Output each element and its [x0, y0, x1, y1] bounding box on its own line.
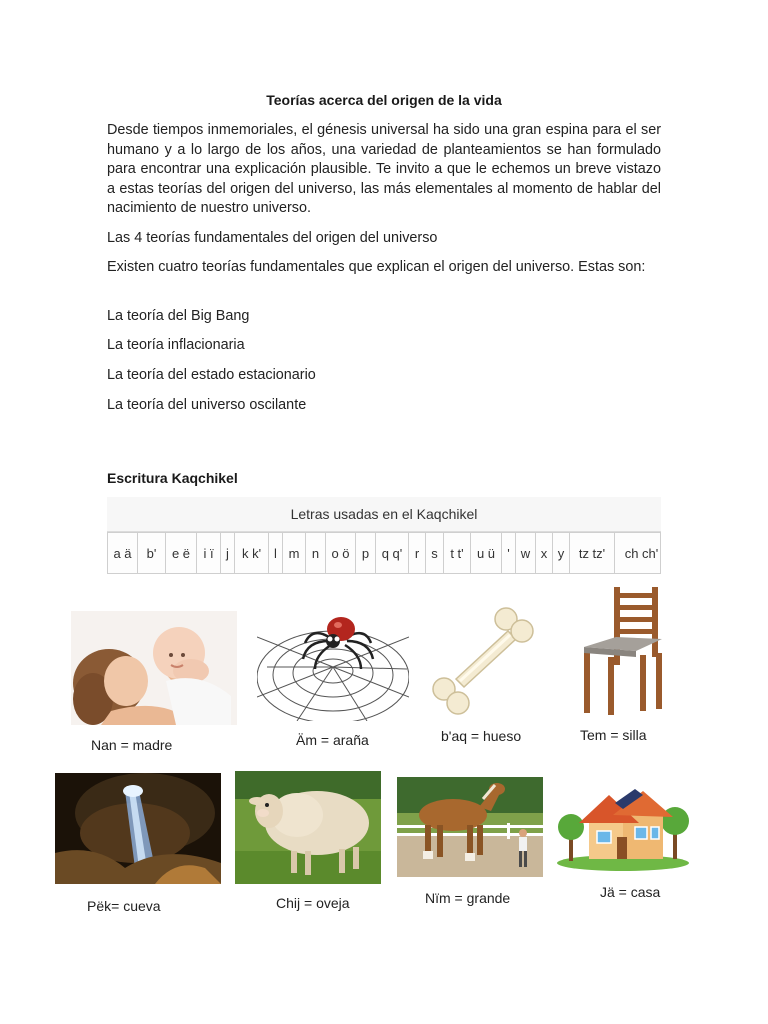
horse-and-man-image: [397, 777, 543, 877]
house-image: [553, 783, 694, 873]
cave-with-light-image: [55, 773, 221, 884]
letters-table-caption-text: Letras usadas en el Kaqchikel: [290, 506, 478, 522]
theory-item-inflationary: La teoría inflacionaria: [107, 337, 245, 353]
letter-cell: a ä: [108, 533, 138, 573]
vocab-caption-cueva: Pëk= cueva: [87, 898, 161, 914]
letter-cell: i ï: [197, 533, 221, 573]
letter-cell: b': [138, 533, 166, 573]
letter-cell: w: [516, 533, 536, 573]
page-title: Teorías acerca del origen de la vida: [266, 92, 502, 108]
letter-cell: t t': [444, 533, 471, 573]
letter-cell: tz tz': [570, 533, 615, 573]
letter-cell: l: [269, 533, 283, 573]
letter-cell: s: [426, 533, 444, 573]
letters-row: [107, 532, 661, 574]
letter-cell: o ö: [326, 533, 356, 573]
theory-item-steady-state: La teoría del estado estacionario: [107, 367, 316, 383]
theory-item-oscillating: La teoría del universo oscilante: [107, 397, 307, 413]
vocab-caption-oveja: Chij = oveja: [276, 895, 350, 911]
letter-cell: x: [536, 533, 553, 573]
letter-cell: r: [409, 533, 426, 573]
theories-subtitle: Las 4 teorías fundamentales del origen del universo: [107, 230, 438, 246]
letter-cell: u ü: [471, 533, 502, 573]
letter-cell: j: [221, 533, 235, 573]
letter-cell: ch ch': [624, 545, 659, 561]
letters-table: [107, 497, 661, 574]
mother-and-baby-image: [71, 611, 237, 725]
letter-cell: n: [306, 533, 326, 573]
sheep-image: [235, 771, 381, 884]
letter-cell: m: [283, 533, 306, 573]
letter-cell: p: [356, 533, 376, 573]
theories-lead: Existen cuatro teorías fundamentales que explican el origen del universo. Estas son:: [107, 259, 646, 275]
intro-paragraph: Desde tiempos inmemoriales, el génesis universal ha sido una gran espina para el ser humano y a lo largo de los años, una variedad de planteamientos se han formulado para encontrar una explicación plausible. Te invito a que le echemos un breve vistazo a estas teorías del origen del universo, las más elementales al momento de hablar del nacimiento de nuestro universo.: [107, 122, 661, 216]
bone-image: [426, 601, 542, 718]
theory-item-big-bang: La teoría del Big Bang: [107, 308, 250, 324]
vocab-caption-hueso: b'aq = hueso: [441, 728, 522, 744]
wooden-chair-image: [576, 585, 688, 716]
vocab-caption-silla: Tem = silla: [580, 727, 647, 743]
letter-cell: k k': [235, 533, 269, 573]
vocab-caption-casa: Jä = casa: [600, 884, 661, 900]
vocab-caption-madre: Nan = madre: [91, 737, 173, 753]
letter-cell: e ë: [166, 533, 197, 573]
vocab-caption-grande: Nïm = grande: [425, 890, 511, 906]
letter-cell: y: [553, 533, 570, 573]
spider-on-web-image: [257, 607, 409, 721]
letter-cell: q q': [376, 533, 409, 573]
letter-cell: ': [502, 533, 516, 573]
section-heading-kaqchikel: Escritura Kaqchikel: [107, 470, 238, 486]
vocab-caption-arana: Äm = araña: [296, 732, 369, 748]
letters-table-caption: [107, 497, 661, 532]
